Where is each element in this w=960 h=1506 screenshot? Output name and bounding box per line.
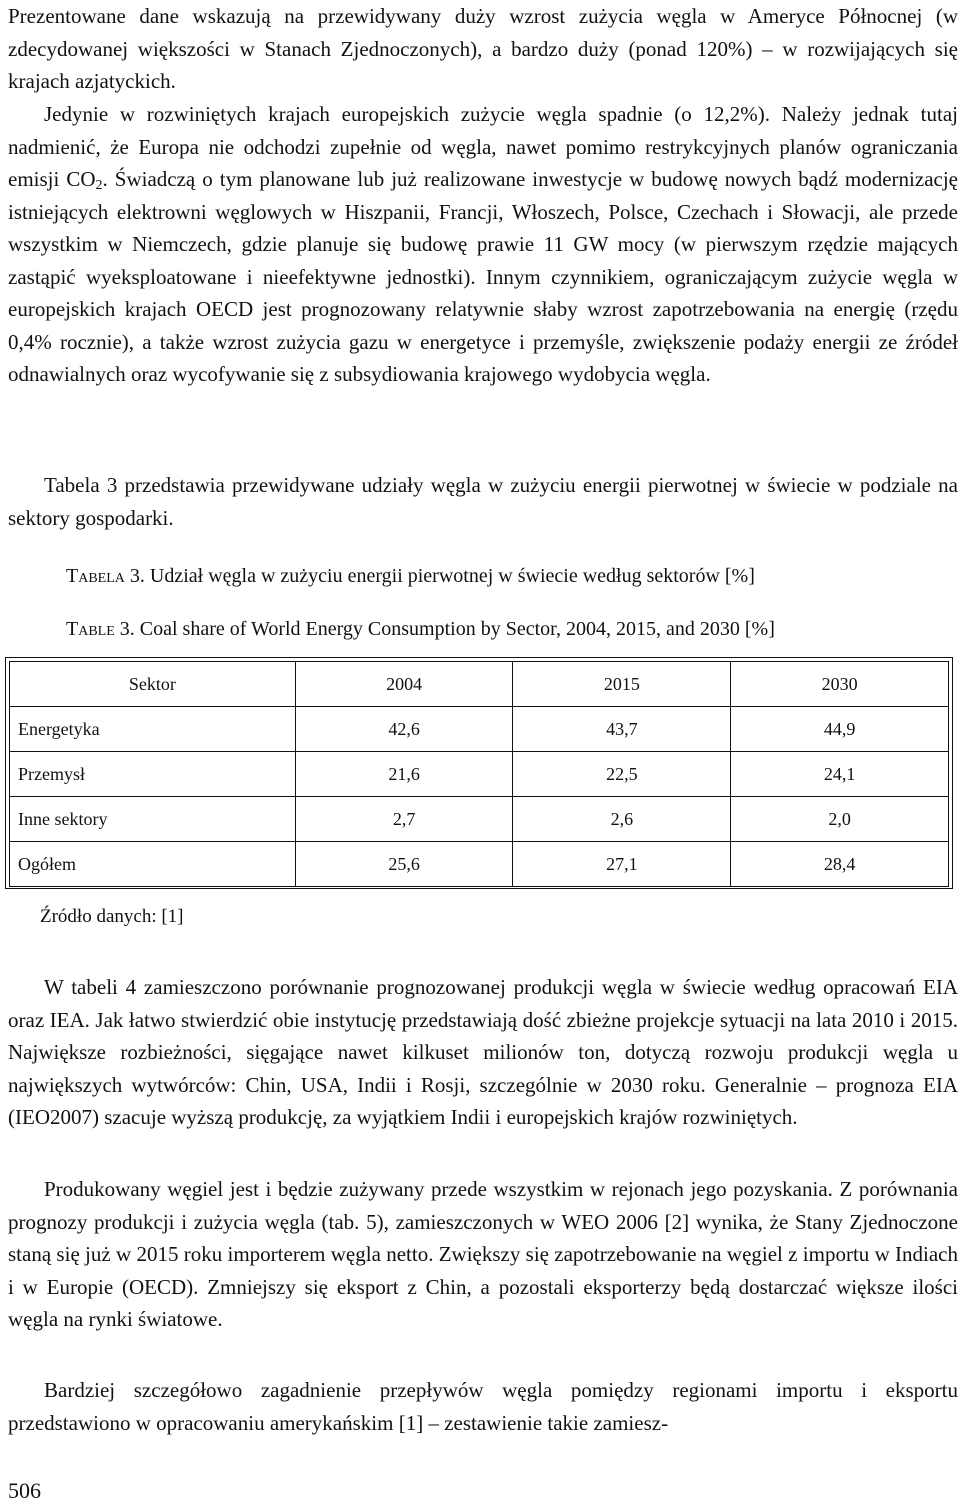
table-caption-pl xyxy=(66,565,755,588)
sector-cell: Inne sektory xyxy=(10,797,296,842)
coal-share-table xyxy=(9,661,949,887)
value-cell: 42,6 xyxy=(295,707,513,752)
table-row xyxy=(10,842,949,887)
value-cell: 2,0 xyxy=(731,797,949,842)
paragraph-5-text: Produkowany węgiel jest i będzie zużywany przede wszystkim w rejonach jego pozyskania. Z porównania prognozy produkcji i zużycia węgla (tab. 5), zamieszczonych w WEO 2006 [2] wynika, że Stany Zjednoczone staną się już w 2015 roku importerem węgla netto. Zwiększy się zapotrzebowanie na węgiel z importu w Indiach i w Europie (OECD). Zmniejszy się eksport z Chin, a pozostali eksporterzy będą dostarczać większe ilości węgla na rynki światowe. xyxy=(8,1177,958,1331)
sector-cell: Przemysł xyxy=(10,752,296,797)
value-cell: 24,1 xyxy=(731,752,949,797)
table-row xyxy=(10,752,949,797)
value-cell: 25,6 xyxy=(295,842,513,887)
table-caption-en xyxy=(66,618,775,641)
value-cell: 44,9 xyxy=(731,707,949,752)
paragraph-4 xyxy=(8,971,958,1134)
table-source: Źródło danych: [1] xyxy=(40,906,184,927)
header-cell: Sektor xyxy=(10,662,296,707)
value-cell: 2,6 xyxy=(513,797,731,842)
table-caption-en-text: Coal share of World Energy Consumption by Sector, 2004, 2015, and 2030 [%] xyxy=(139,618,775,640)
paragraph-2 xyxy=(8,98,958,391)
table-caption-pl-text: Udział węgla w zużyciu energii pierwotnej w świecie według sektorów [%] xyxy=(149,565,755,587)
table-caption-pl-label: Tabela 3. xyxy=(66,565,145,587)
paragraph-5 xyxy=(8,1173,958,1336)
sector-cell: Ogółem xyxy=(10,842,296,887)
value-cell: 21,6 xyxy=(295,752,513,797)
value-cell: 43,7 xyxy=(513,707,731,752)
co2-subscript: 2 xyxy=(95,178,103,193)
header-cell: 2015 xyxy=(513,662,731,707)
value-cell: 2,7 xyxy=(295,797,513,842)
data-table-frame xyxy=(5,657,953,889)
table-row xyxy=(10,707,949,752)
page-number: 506 xyxy=(8,1478,41,1503)
paragraph-1 xyxy=(8,0,958,98)
table-caption-en-label: Table 3. xyxy=(66,618,135,640)
paragraph-4-text: W tabeli 4 zamieszczono porównanie prognozowanej produkcji węgla w świecie według opracowań EIA oraz IEA. Jak łatwo stwierdzić obie instytucję przedstawiają dość zbieżne projekcje sytuacji na lata 2010 i 2015. Największe rozbieżności, sięgające nawet kilkuset milionów ton, dotyczą rozwoju produkcji węgla u największych wytwórców: Chin, USA, Indii i Rosji, szczególnie w 2030 roku. Generalnie – prognoza EIA (IEO2007) szacuje wyższą produkcję, za wyjątkiem Indii i europejskich krajów rozwiniętych. xyxy=(8,975,958,1129)
sector-cell: Energetyka xyxy=(10,707,296,752)
paragraph-3-text: Tabela 3 przedstawia przewidywane udziały węgla w zużyciu energii pierwotnej w świecie w podziale na sektory gospodarki. xyxy=(8,473,958,530)
paragraph-2-text-b: . Świadczą o tym planowane lub już realizowane inwestycje w budowę nowych bądź modernizację istniejących elektrowni węglowych w Hiszpanii, Francji, Włoszech, Polsce, Czechach i Słowacji, ale przede wszystkim w Niemczech, gdzie planuje się budowę prawie 11 GW mocy (w pierwszym rzędzie mających zastąpić wyeksploatowane i nieefektywne jednostki). Innym czynnikiem, ograniczającym zużycie węgla w europejskich krajach OECD jest prognozowany relatywnie słaby wzrost zapotrzebowania na energię (rzędu 0,4% rocznie), a także wzrost zużycia gazu w energetyce i przemyśle, zwiększenie podaży energii ze źródeł odnawialnych oraz wycofywanie się z subsydiowania krajowego wydobycia węgla. xyxy=(8,167,958,386)
paragraph-6-text: Bardziej szczegółowo zagadnienie przepływów węgla pomiędzy regionami importu i eksportu przedstawiono w opracowaniu amerykańskim [1] – zestawienie takie zamiesz- xyxy=(8,1378,958,1435)
paragraph-6 xyxy=(8,1374,958,1439)
value-cell: 27,1 xyxy=(513,842,731,887)
header-cell: 2004 xyxy=(295,662,513,707)
paragraph-2-text-a: Jedynie w rozwiniętych krajach europejskich zużycie węgla spadnie (o 12,2%). Należy jednak tutaj nadmienić, że Europa nie odchodzi zupełnie od węgla, nawet pomimo restrykcyjnych planów ograniczania emisji CO xyxy=(8,102,958,191)
paragraph-1-text: Prezentowane dane wskazują na przewidywany duży wzrost zużycia węgla w Ameryce Północnej (w zdecydowanej większości w Stanach Zjednoczonych), a bardzo duży (ponad 120%) – w rozwijających się krajach azjatyckich. xyxy=(8,4,958,93)
paragraph-3 xyxy=(8,469,958,534)
header-cell: 2030 xyxy=(731,662,949,707)
value-cell: 22,5 xyxy=(513,752,731,797)
value-cell: 28,4 xyxy=(731,842,949,887)
table-header-row xyxy=(10,662,949,707)
table-row xyxy=(10,797,949,842)
